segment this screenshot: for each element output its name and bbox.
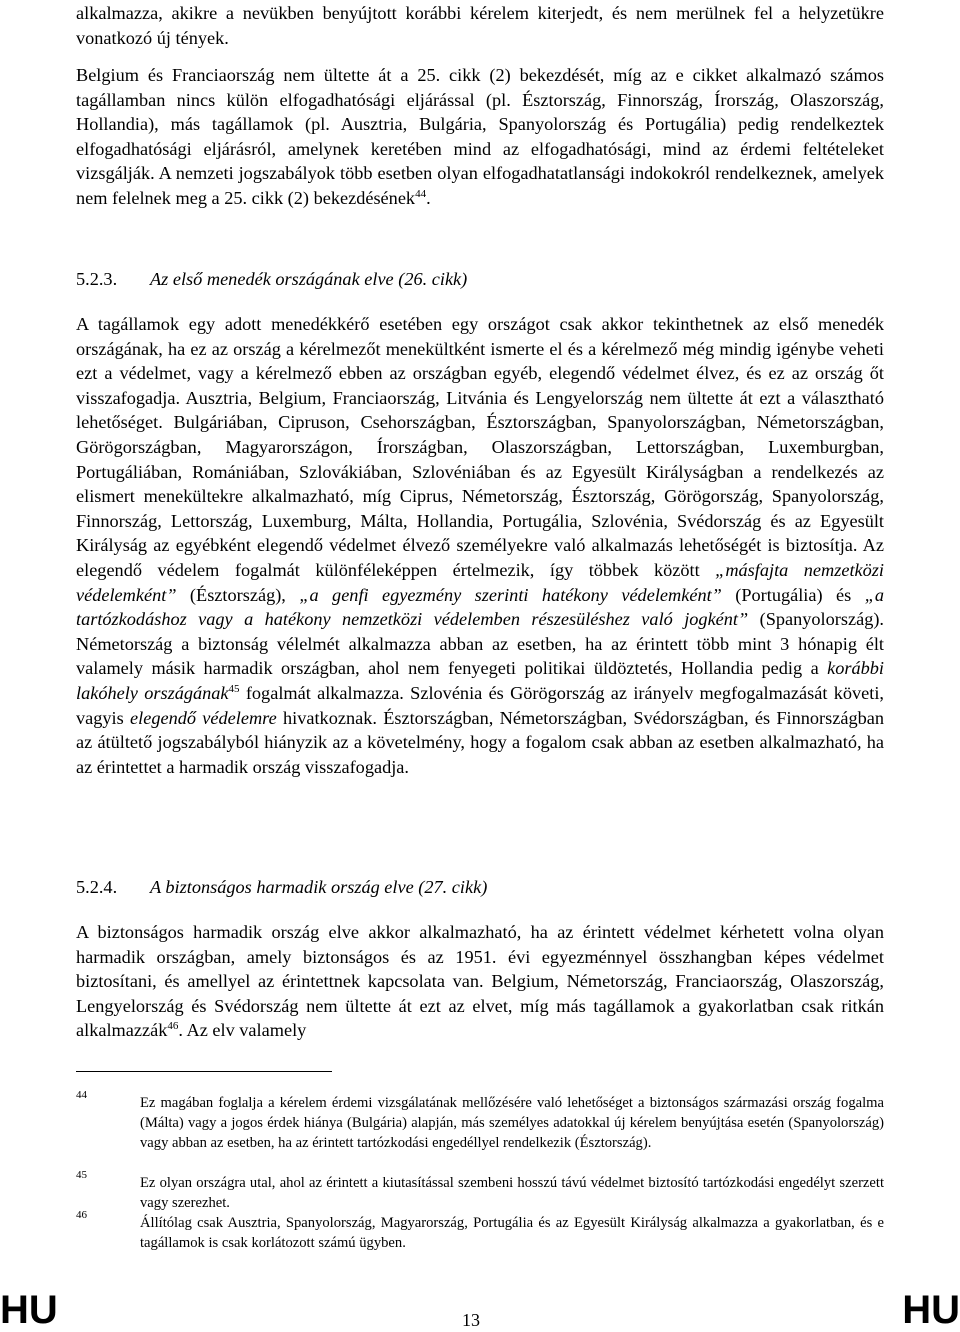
italic-term: elegendő védelemre — [130, 707, 277, 728]
footnote-number: 46 — [76, 1209, 87, 1221]
paragraph-2-text: Belgium és Franciaország nem ültette át a 25. cikk (2) bekezdését, míg az e cikket alkalmazó számos tagállamban nincs külön elfogadhatósági eljárással (pl. Észtország, Finnország, Írország, Olaszország, Hollandia), más tagállamok (pl. Ausztria, Bulgária, Spanyolország és Portugália) pedig rendelkeztek elfogadhatósági eljárásról, amelynek keretében mind az elfogadhatósági, mind az érdemi feltételeket vizsgálják. A nemzeti jogszabályok több esetben olyan elfogadhatatlansági indokokról rendelkeznek, amelyek nem felelnek meg a 25. cikk (2) bekezdésének — [76, 65, 884, 208]
section-heading-5-2-3 — [76, 267, 884, 291]
text-run: A tagállamok egy adott menedékkérő esetében egy országot csak akkor tekinthetnek az első menedék országának, ha ez az ország a kérelmezőt menekültként ismerte el és a kérelmező még mindig igénybe veheti ezt a védelmet, vagy a kérelmező ebben az országban egyéb, elegendő védelmet élvez, és ez az ország őt visszafogadja. Ausztria, Belgium, Franciaország, Litvánia és Lengyelország nem ültette át ezt a választható lehetőséget. Bulgáriában, Cipruson, Csehországban, Észtországban, Spanyolországban, Németországban, Görögországban, Magyarországon, Írországban, Olaszországban, Lettországban, Luxemburgban, Portugáliában, Romániában, Szlovákiában, Szlovéniában és az Egyesült Királyságban a rendelkezés az elismert menekültekre alkalmazható, míg Ciprus, Németország, Észtország, Görögország, Spanyolország, Finnország, Lettország, Luxemburg, Málta, Hollandia, Portugália, Szlovénia, Svédország és az Egyesült Királyság az egyébként elegendő védelmet élvező személyekre való alkalmazás lehetőségét is biztosítja. Az elegendő védelem fogalmát különféleképpen értelmezik, így többek között — [76, 314, 884, 580]
italic-term: „a genfi egyezmény szerinti hatékony védelemként” — [299, 584, 722, 605]
footnote-44 — [76, 1089, 884, 1153]
text-run: A biztonságos harmadik ország elve akkor alkalmazható, ha az érintett védelmet kérhetett volna olyan harmadik országban, amely biztonságos és az 1951. évi egyezménnyel összhangban képes védelmet biztosítani, és amellyel az érintettnek kapcsolata van. Belgium, Németország, Franciaország, Olaszország, Lengyelország és Svédország nem ültette át ezt az elvet, míg más tagállamok a gyakorlatban csak ritkán alkalmazzák — [76, 922, 884, 1041]
section-number: 5.2.3. — [76, 269, 118, 289]
footnote-45 — [76, 1169, 884, 1213]
section-number: 5.2.4. — [76, 877, 118, 897]
text-run: (Spanyolország). Németország a biztonság vélelmét alkalmazza abban az esetben, ha az érintett több mint 3 hónapig élt valamely másik harmadik országban, ahol nem fenyegeti politikai üldöztetés, Hollandia pedig a — [76, 609, 884, 679]
paragraph-1: alkalmazza, akikre a nevükben benyújtott korábbi kérelem kiterjedt, és nem merülnek fel a helyzetükre vonatkozó új tények. — [76, 3, 884, 48]
paragraph-2-end: . — [426, 187, 431, 208]
text-run: (Észtország), — [176, 584, 300, 605]
paragraph-2 — [76, 63, 884, 211]
page-number: 13 — [462, 1310, 480, 1330]
footnote-number: 45 — [76, 1169, 87, 1181]
text-run: fogalmát alkalmazza. Szlovénia és Görögország az irányelv megfogalmazását követi, vagyis — [76, 682, 885, 728]
footnote-separator — [76, 1071, 332, 1072]
footnote-number: 44 — [76, 1089, 87, 1101]
footnote-ref-44[interactable]: 44 — [415, 187, 427, 200]
footnote-46 — [76, 1209, 884, 1253]
footnote-ref-45[interactable]: 45 — [228, 682, 240, 695]
section-title: Az első menedék országának elve (26. cikk) — [150, 269, 468, 289]
text-run: hivatkoznak. Észtországban, Németországban, Svédországban, és Finnországban az átültető jogszabályból hiányzik az a követelmény, hogy a fogalom csak abban az esetben alkalmazható, ha az érintettet a harmadik ország visszafogadja. — [76, 707, 884, 777]
footnote-ref-46[interactable]: 46 — [167, 1020, 179, 1033]
footnote-text: Állítólag csak Ausztria, Spanyolország, Magyarország, Portugália és az Egyesült Királyság alkalmazza a gyakorlatban, és e tagállamok is csak korlátozott számú ügyben. — [140, 1215, 884, 1251]
text-run: . Az elv valamely — [178, 1020, 307, 1041]
footer-language-left: HU — [0, 1288, 58, 1332]
footer-language-right: HU — [902, 1288, 960, 1332]
section-heading-5-2-4 — [76, 875, 884, 899]
section-title: A biztonságos harmadik ország elve (27. cikk) — [150, 877, 488, 897]
paragraph-4 — [76, 920, 884, 1043]
paragraph-3 — [76, 312, 884, 779]
text-run: (Portugália) és — [721, 584, 865, 605]
italic-term: „másfajta nemzetközi védelemként” — [76, 559, 885, 605]
italic-term: „a tartózkodáshoz vagy a hatékony nemzetközi védelemben részesüléshez való jogként” — [76, 584, 884, 630]
footnote-text: Ez olyan országra utal, ahol az érintett a kiutasítással szembeni hosszú távú védelmet biztosító tartózkodási engedélyt szerzett vagy szerezhet. — [140, 1175, 884, 1211]
italic-term: korábbi lakóhely országának — [76, 658, 884, 703]
footnote-text: Ez magában foglalja a kérelem érdemi vizsgálatának mellőzésére való lehetőséget a biztonságos származási ország fogalma (Málta) vagy a jogos érdek hiánya (Bulgária) alapján, más személyes adatokkal új kérelem benyújtása esetén (Spanyolország) vagy abban az esetben, ha az érintett tartózkodási engedéllyel rendelkezik (Észtország). — [140, 1095, 884, 1151]
